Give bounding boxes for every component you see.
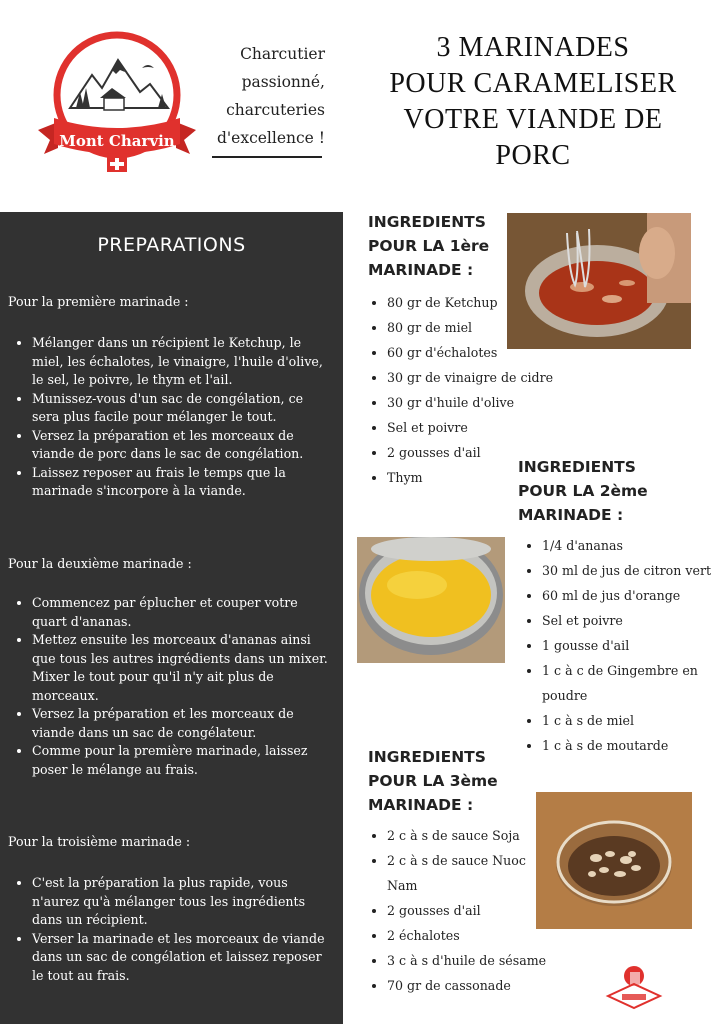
step-item: • Comme pour la première marinade, laissez poser le mélange au frais. [32, 742, 332, 779]
title-line: MARINADE : [368, 261, 474, 279]
ingredient-item: • 2 échalotes [387, 923, 557, 948]
ingredient-item: • Sel et poivre [387, 415, 587, 440]
ingredients-2-list [523, 533, 711, 758]
step-item: • Verser la marinade et les morceaux de viande dans un sac de congélation et laissez reposer le tout au frais. [32, 930, 332, 986]
ingredient-item: • 2 c à s de sauce Nuoc Nam [387, 848, 557, 898]
tagline-line: Charcutier [240, 45, 325, 63]
step-item: • Versez la préparation et les morceaux de viande de porc dans le sac de congélation. [32, 427, 332, 464]
step-item: • C'est la préparation la plus rapide, vous n'aurez qu'à mélanger tous les ingrédients dans un récipient. [32, 874, 332, 930]
title-line: INGREDIENTS [518, 458, 636, 476]
title-line: VOTRE VIANDE DE [403, 104, 663, 135]
ingredient-item: • Thym [387, 465, 587, 490]
yellow-marinade-photo [357, 537, 505, 663]
title-line: MARINADE : [518, 506, 624, 524]
tagline [200, 40, 325, 152]
steps-list [0, 874, 332, 985]
ingredient-item: • 30 gr de vinaigre de cidre [387, 365, 587, 390]
ingredient-item: • 2 gousses d'ail [387, 898, 557, 923]
ingredients-3-list [368, 823, 557, 998]
ingredient-item: • 1 gousse d'ail [542, 633, 711, 658]
ingredient-item: • Sel et poivre [542, 608, 711, 633]
ingredient-item: • 30 ml de jus de citron vert [542, 558, 711, 583]
title-line: MARINADE : [368, 796, 474, 814]
ingredients-2-title [518, 455, 668, 527]
ingredient-item: • 80 gr de Ketchup [387, 290, 587, 315]
ingredient-item: • 2 c à s de sauce Soja [387, 823, 557, 848]
ingredient-item: • 1/4 d'ananas [542, 533, 711, 558]
title-line: INGREDIENTS [368, 748, 486, 766]
ingredients-1-title [368, 210, 508, 282]
steps-list [0, 594, 332, 779]
whisk-bowl-photo [507, 213, 691, 349]
title-line: INGREDIENTS [368, 213, 486, 231]
steps-list [0, 334, 332, 501]
ingredient-item: • 3 c à s d'huile de sésame [387, 948, 557, 973]
section-intro: Pour la troisième marinade : [8, 834, 191, 849]
mont-charvin-logo [30, 30, 205, 180]
ingredient-item: • 80 gr de miel [387, 315, 587, 340]
step-item: • Mettez ensuite les morceaux d'ananas ainsi que tous les autres ingrédients dans un mixer. Mixer le tout pour qu'il n'y ait plus de morceaux. [32, 631, 332, 705]
preparations-panel [0, 212, 343, 1024]
soy-marinade-photo [536, 792, 692, 929]
title-line: 3 MARINADES [436, 32, 630, 63]
tagline-line: charcuteries [226, 101, 325, 119]
ingredient-item: • 1 c à c de Gingembre en poudre [542, 658, 711, 708]
section-intro: Pour la première marinade : [8, 294, 189, 309]
tagline-line: passionné, [241, 73, 325, 91]
ingredient-item: • 60 ml de jus d'orange [542, 583, 711, 608]
ingredient-item: • 2 gousses d'ail [387, 440, 587, 465]
title-line: POUR CARAMELISER [389, 68, 677, 99]
page-title [368, 30, 698, 174]
ingredient-item: • 60 gr d'échalotes [387, 340, 587, 365]
ingredient-item: • 1 c à s de miel [542, 708, 711, 733]
preparations-heading: PREPARATIONS [97, 234, 246, 256]
title-line: POUR LA 3ème [368, 772, 498, 790]
tagline-divider [212, 156, 322, 158]
tagline-line: d'excellence ! [216, 129, 325, 147]
ingredient-item: • 70 gr de cassonade [387, 973, 557, 998]
title-line: POUR LA 1ère [368, 237, 490, 255]
maitre-artisan-logo [604, 962, 664, 1010]
step-item: • Laissez reposer au frais le temps que la marinade s'incorpore à la viande. [32, 464, 332, 501]
ingredient-item: • 30 gr d'huile d'olive [387, 390, 587, 415]
section-intro: Pour la deuxième marinade : [8, 556, 192, 571]
ingredient-item: • 1 c à s de moutarde [542, 733, 711, 758]
ingredients-3-title [368, 745, 518, 817]
brand-name: Mont Charvin [59, 132, 175, 150]
step-item: • Mélanger dans un récipient le Ketchup, le miel, les échalotes, le vinaigre, l'huile d'olive, le sel, le poivre, le thym et l'ail. [32, 334, 332, 390]
step-item: • Versez la préparation et les morceaux de viande dans un sac de congélateur. [32, 705, 332, 742]
step-item: • Commencez par éplucher et couper votre quart d'ananas. [32, 594, 332, 631]
title-line: PORC [495, 140, 571, 171]
title-line: POUR LA 2ème [518, 482, 648, 500]
step-item: • Munissez-vous d'un sac de congélation, ce sera plus facile pour mélanger le tout. [32, 390, 332, 427]
